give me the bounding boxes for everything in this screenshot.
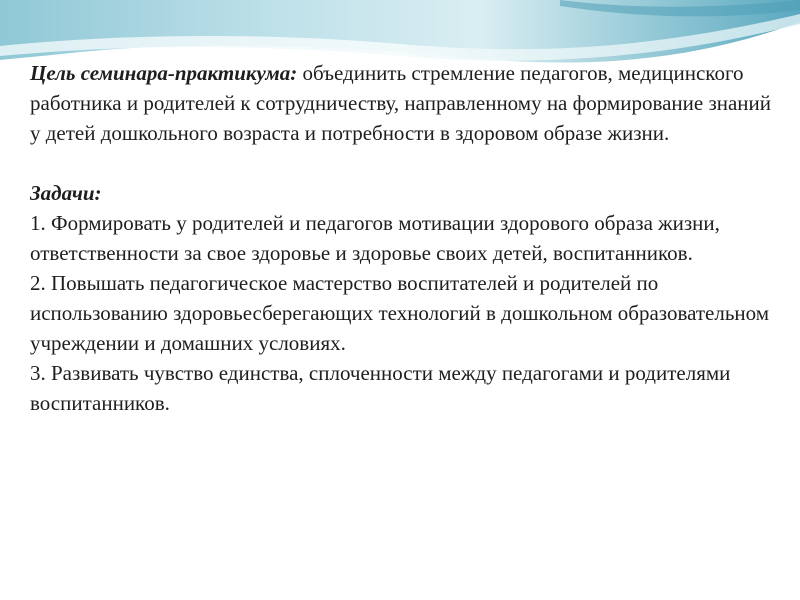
spacer xyxy=(30,148,780,178)
task-item-3: 3. Развивать чувство единства, сплоченности между педагогами и родителями воспитанников. xyxy=(30,361,731,415)
goal-label: Цель семинара-практикума: xyxy=(30,61,298,85)
tasks-heading: Задачи: xyxy=(30,181,102,205)
task-item-1: 1. Формировать у родителей и педагогов мотивации здорового образа жизни, ответственности за свое здоровье и здоровье своих детей, воспитанников. xyxy=(30,211,720,265)
goal-text: объединить стремление педагогов, медицинского работника и родителей к сотрудничеству, направленному на формирование знаний у детей дошкольного возраста и потребности в здоровом образе жизни. xyxy=(30,61,772,145)
task-item-2: 2. Повышать педагогическое мастерство воспитателей и родителей по использованию здоровьесберегающих технологий в дошкольном образовательном учреждении и домашних условиях. xyxy=(30,271,770,355)
slide-content xyxy=(30,58,780,418)
goal-paragraph xyxy=(30,58,780,148)
